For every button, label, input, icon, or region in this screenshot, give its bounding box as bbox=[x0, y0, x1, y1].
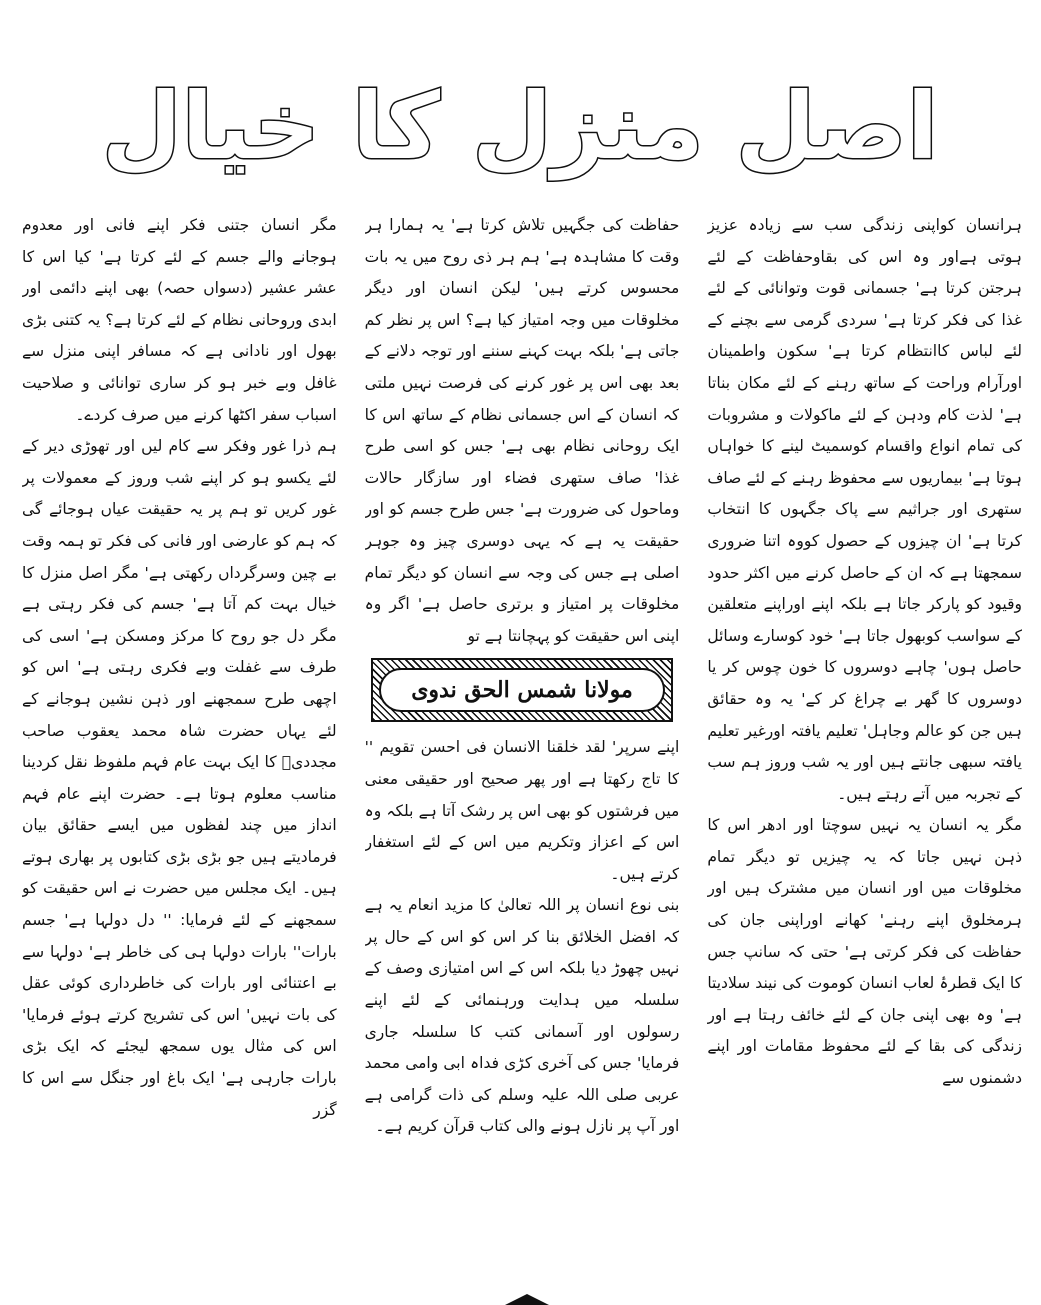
paragraph: اپنے سرپر' لقد خلقنا الانسان فی احسن تقویم '' کا تاج رکھتا ہے اور پھر صحیح اور حقیقی معنی میں فرشتوں کو بھی اس پر رشک آتا ہے بلکہ وہ اس کے اعزاز وتکریم میں اس کے لئے استغفار کرتے ہیں۔ bbox=[364, 738, 680, 883]
article-title bbox=[60, 70, 981, 190]
column-right bbox=[707, 210, 1022, 1295]
author-name: مولانا شمس الحق ندوی bbox=[379, 668, 665, 712]
column-left bbox=[22, 210, 337, 1295]
paragraph: ہرانسان کواپنی زندگی سب سے زیادہ عزیز ہوتی ہےاور وہ اس کی بقاوحفاظت کے لئے ہرجتن کرتا ہے' جسمانی قوت وتوانائی کے لئے غذا کی فکر کرتا ہے' سردی گرمی سے بچنے کے لئے لباس کاانتظام کرتا ہے' سکون واطمینان اورآرام وراحت کے ساتھ رہنے کے لئے مکان بناتا ہے' لذت کام ودہن کے لئے ماکولات و مشروبات کی تمام انواع واقسام کوسمیٹ لینے کا خواہاں ہوتا ہے' بیماریوں سے محفوظ رہنے کے لئے صاف ستھری اور جراثیم سے پاک جگہوں کا انتخاب کرتا ہے' ان چیزوں کے حصول کووہ اتنا ضروری سمجھتا ہے کہ ان کے حاصل کرنے میں اکثر حدود وقیود کو پارکر جاتا ہے بلکہ اپنے اوراپنے متعلقین کے سواسب کوبھول جاتا ہے' خود کوسارے وسائل حاصل ہوں' چاہے دوسروں کا خون چوس کر یا دوسروں کا گھر بے چراغ کر کے' یہ وہ حقائق ہیں جن کو عالم وجاہل' تعلیم یافتہ اورغیر تعلیم یافتہ سبھی جانتے ہیں اور یہ شب وروز ہم سب کے تجربہ میں آتے رہتے ہیں۔ bbox=[707, 216, 1022, 803]
paragraph: حفاظت کی جگہیں تلاش کرتا ہے' یہ ہمارا ہر وقت کا مشاہدہ ہے' ہم ہر ذی روح میں یہ بات محسوس کرتے ہیں' لیکن انسان اور دیگر مخلوقات میں وجہ امتیاز کیا ہے؟ اس پر نظر کم جاتی ہے' بلکہ بہت کہنے سننے اور توجہ دلانے کے بعد بھی اس پر غور کرنے کی فرصت نہیں ملتی کہ انسان کے اس جسمانی نظام کے ساتھ اس کا ایک روحانی نظام بھی ہے' جس کو اسی طرح غذا' صاف ستھری فضاء اور سازگار حالات وماحول کی ضرورت ہے' جس طرح جسم کو اور حقیقت یہ ہے کہ یہی دوسری چیز وہ جوہر اصلی ہے جس کی وجہ سے انسان کو دیگر تمام مخلوقات پر امتیاز و برتری حاصل ہے' اگر وہ اپنی اس حقیقت کو پہچانتا ہے تو bbox=[364, 216, 680, 645]
author-byline-box bbox=[371, 658, 674, 722]
paragraph: بنی نوع انسان پر اللہ تعالیٰ کا مزید انعام یہ ہے کہ افضل الخلائق بنا کر اس کو اس کے حال پر نہیں چھوڑ دیا بلکہ اس کے اس امتیازی وصف کے سلسلہ میں ہدایت ورہنمائی کے لئے اپنے رسولوں اور آسمانی کتب کا سلسلہ جاری فرمایا' جس کی آخری کڑی فداہ ابی وامی محمد عربی صلی اللہ علیہ وسلم کی ذات گرامی ہے اور آپ پر نازل ہونے والی کتاب قرآن کریم ہے۔ bbox=[364, 896, 680, 1136]
paragraph: مگر یہ انسان یہ نہیں سوچتا اور ادھر اس کا ذہن نہیں جاتا کہ یہ چیزیں تو دیگر تمام مخلوقات میں اور انسان میں مشترک ہیں اور ہرمخلوق اپنے رہنے' کھانے اوراپنی جان کی حفاظت کی فکر کرتی ہے' حتی کہ سانپ جس کا ایک قطرۂ لعاب انسان کوموت کی نیند سلادیتا ہے' وہ بھی اپنی جان کے لئے خائف رہتا ہے اور زندگی کی بقا کے لئے محفوظ مقامات اور اپنے دشمنوں سے bbox=[707, 816, 1022, 1088]
title-graphic bbox=[60, 70, 981, 190]
column-middle bbox=[365, 210, 680, 1295]
paragraph: مگر انسان جتنی فکر اپنے فانی اور معدوم ہوجانے والے جسم کے لئے کرتا ہے' کیا اس کا عشر عشیر (دسواں حصہ) بھی اپنے دائمی اور ابدی وروحانی نظام کے لئے کرتا ہے؟ یہ کتنی بڑی بھول اور نادانی ہے کہ مسافر اپنی منزل سے غافل وبے خبر ہو کر ساری توانائی و صلاحیت اسباب سفر اکٹھا کرنے میں صرف کردے۔ bbox=[21, 216, 337, 424]
title-text: اصل منزل کا خیال bbox=[101, 73, 939, 180]
paragraph: ہم ذرا غور وفکر سے کام لیں اور تھوڑی دیر کے لئے یکسو ہو کر اپنے شب وروز کے معمولات پر غور کریں تو ہم پر یہ حقیقت عیاں ہوجائے گی کہ ہم کو عارضی اور فانی کی فکر تو ہمہ وقت بے چین وسرگرداں رکھتی ہے' مگر اصل منزل کا خیال بہت کم آتا ہے' جسم کی فکر رہتی ہے مگر دل جو روح کا مرکز ومسکن ہے' اسی کی طرف سے غفلت وبے فکری رہتی ہے' اس کو اچھی طرح سمجھنے اور ذہن نشین ہوجانے کے لئے یہاں حضرت شاہ محمد یعقوب صاحب مجددیؒ کا ایک بہت عام فہم ملفوظ نقل کردینا مناسب معلوم ہوتا ہے۔ حضرت اپنے عام فہم انداز میں چند لفظوں میں ایسے حقائق بیان فرمادیتے ہیں جو بڑی بڑی کتابوں پر بھاری ہوتے ہیں۔ ایک مجلس میں حضرت نے اس حقیقت کو سمجھنے کے لئے فرمایا: '' دل دولہا ہے' جسم بارات'' بارات دولہا ہی کی خاطر ہے' دولہا سے بے اعتنائی اور بارات کی خاطرداری کوئی عقل کی بات نہیں' اس کی تشریح کرتے ہوئے فرمایا' اس کی مثال یوں سمجھ لیجئے کہ ایک بڑی بارات جارہی ہے' ایک باغ اور جنگل سے اس کا گزر bbox=[21, 437, 337, 1119]
page-ornament bbox=[505, 1294, 549, 1305]
article-body bbox=[22, 210, 1022, 1295]
